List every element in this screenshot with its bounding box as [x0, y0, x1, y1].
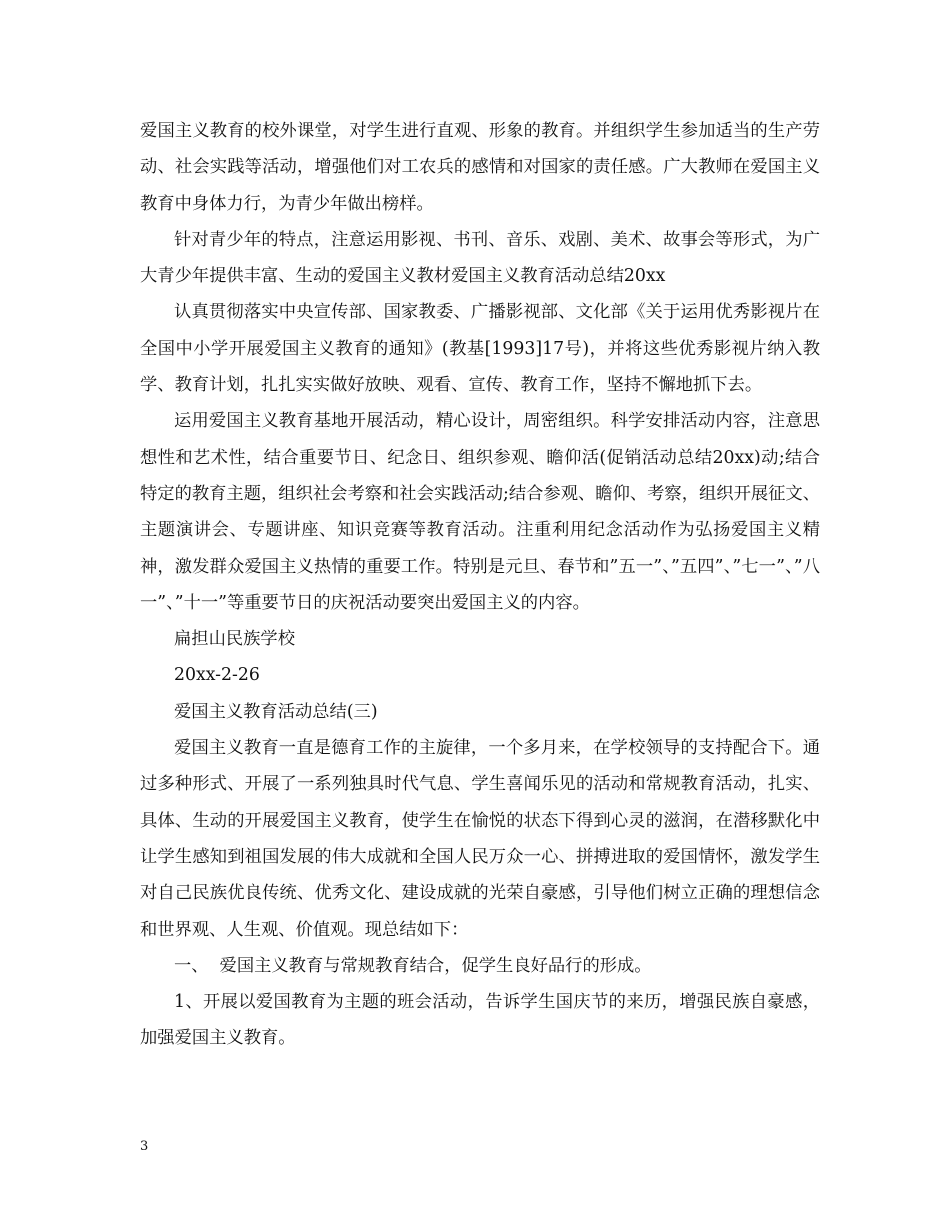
- signature-school: 扁担山民族学校: [174, 629, 295, 650]
- paragraph-youth-forms: 针对青少年的特点，注意运用影视、书刊、音乐、戏剧、美术、故事会等形式，为广大青少年提供丰富、生动的爱国主义教材爱国主义教育活动总结20xx: [140, 229, 820, 287]
- paragraph-continuation: 爱国主义教育的校外课堂，对学生进行直观、形象的教育。并组织学生参加适当的生产劳动、社会实践等活动，增强他们对工农兵的感情和对国家的责任感。广大教师在爱国主义教育中身体力行，为青少年做出榜样。: [140, 121, 820, 214]
- signature-date: 20xx-2-26: [174, 665, 260, 686]
- paragraph-education-base: 运用爱国主义教育基地开展活动，精心设计，周密组织。科学安排活动内容，注意思想性和艺术性，结合重要节日、纪念日、组织参观、瞻仰活(促销活动总结20xx)动;结合特定的教育主题，组织社会考察和社会实践活动;结合参观、瞻仰、考察，组织开展征文、主题演讲会、专题讲座、知识竞赛等教育活动。注重利用纪念活动作为弘扬爱国主义精神，激发群众爱国主义热情的重要工作。特别是元旦、春节和”五一”、”五四”、”七一”、”八一”、”十一”等重要节日的庆祝活动要突出爱国主义的内容。: [140, 411, 820, 613]
- paragraph-film-notice: 认真贯彻落实中央宣传部、国家教委、广播影视部、文化部《关于运用优秀影视片在全国中小学开展爱国主义教育的通知》(教基[1993]17号)，并将这些优秀影视片纳入教学、教育计划，扎扎实实做好放映、观看、宣传、教育工作，坚持不懈地抓下去。: [140, 302, 820, 396]
- section-title: 爱国主义教育活动总结(三): [174, 701, 378, 722]
- document-body: [140, 113, 820, 1057]
- paragraph-summary-intro: 爱国主义教育一直是德育工作的主旋律，一个多月来，在学校领导的支持配合下。通过多种形式、开展了一系列独具时代气息、学生喜闻乐见的活动和常规教育活动，扎实、具体、生动的开展爱国主义教育，使学生在愉悦的状态下得到心灵的滋润，在潜移默化中让学生感知到祖国发展的伟大成就和全国人民万众一心、拼搏进取的爱国情怀，激发学生对自己民族优良传统、优秀文化、建设成就的光荣自豪感，引导他们树立正确的理想信念和世界观、人生观、价值观。现总结如下：: [140, 738, 820, 940]
- heading-item-one: 一、 爱国主义教育与常规教育结合，促学生良好品行的形成。: [174, 955, 652, 976]
- page-number: 3: [140, 1139, 149, 1154]
- paragraph-class-meeting: 1、开展以爱国教育为主题的班会活动，告诉学生国庆节的来历，增强民族自豪感，加强爱国主义教育。: [140, 992, 820, 1049]
